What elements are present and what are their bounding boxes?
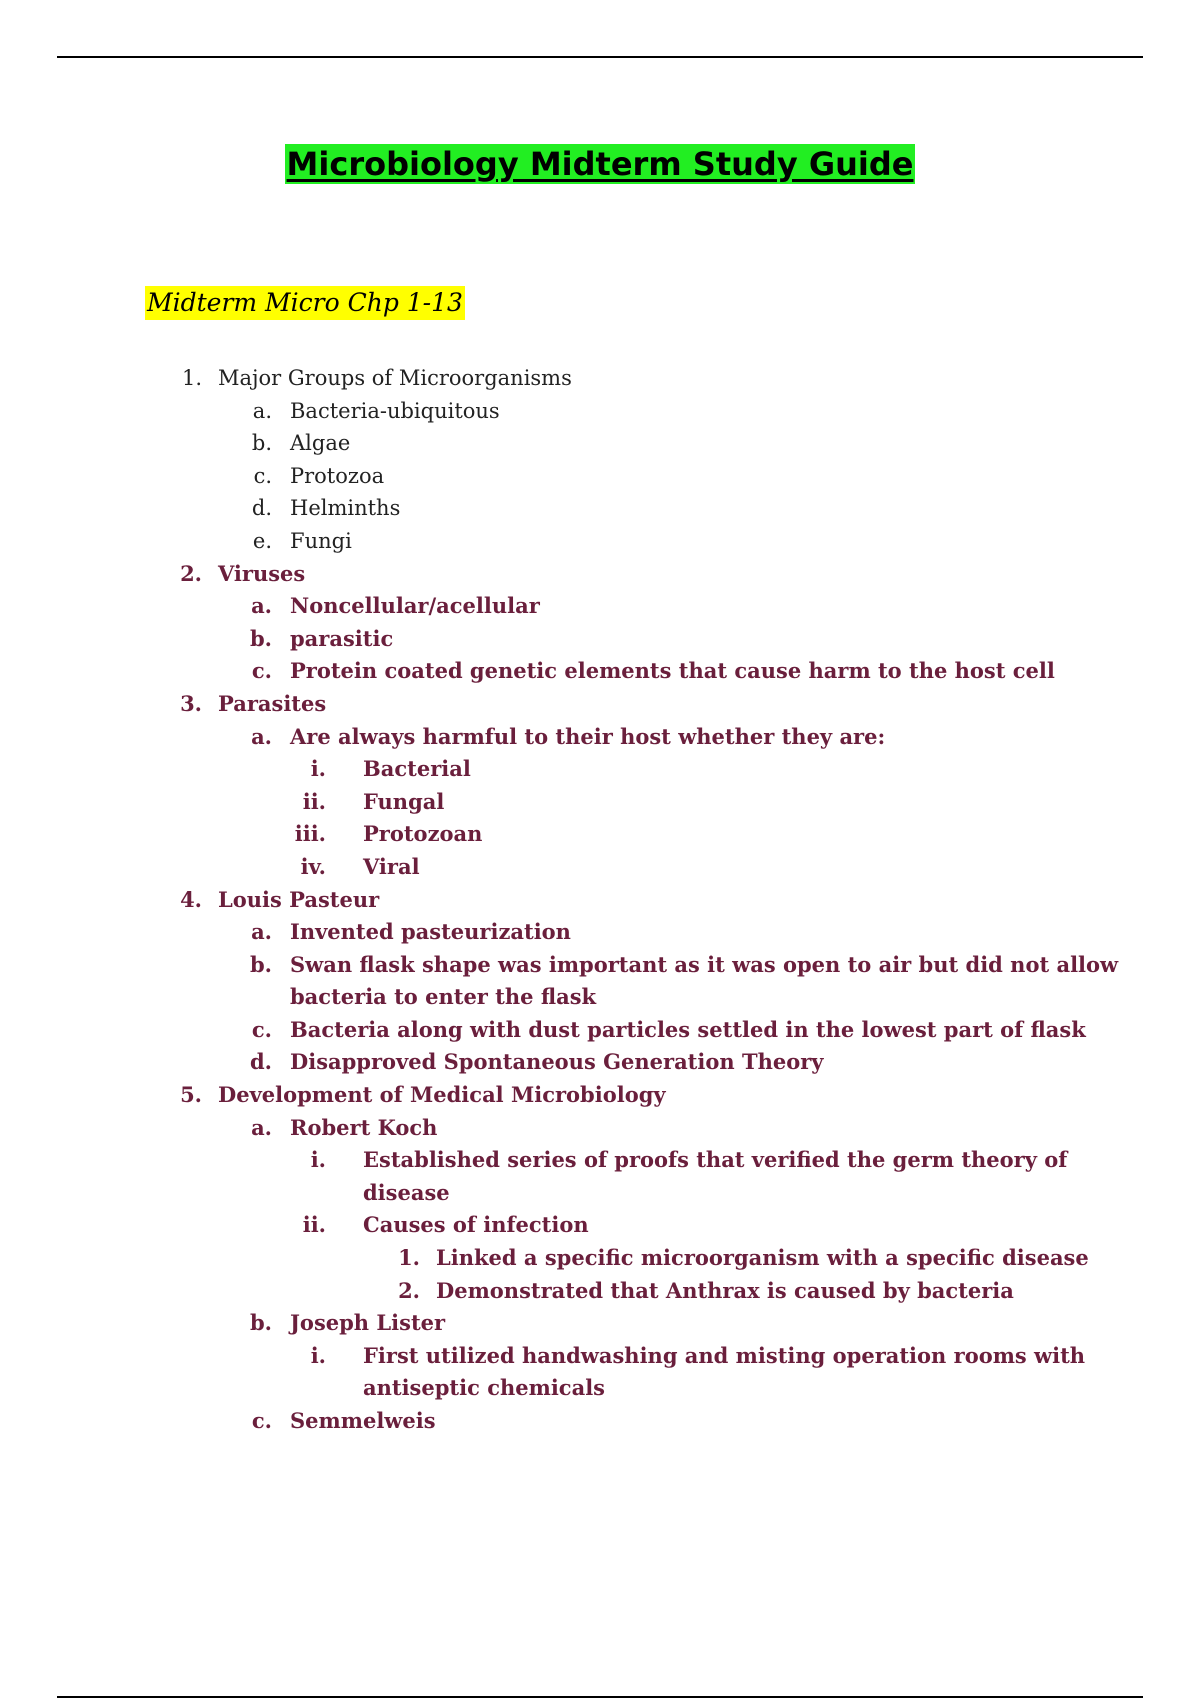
outline-item-number: i. xyxy=(310,756,326,782)
outline-item xyxy=(0,395,1200,428)
outline-item xyxy=(0,1340,1200,1373)
outline-item-text: parasitic xyxy=(290,625,394,651)
outline-item-number: 1. xyxy=(181,366,202,390)
outline-item-text: Major Groups of Microorganisms xyxy=(218,366,572,390)
outline-item-number: 3. xyxy=(180,690,202,716)
outline-item xyxy=(0,1144,1200,1177)
outline-item xyxy=(0,884,1200,917)
outline-item-number: ii. xyxy=(302,1212,326,1238)
outline-item-number: 1. xyxy=(398,1245,420,1271)
outline-item xyxy=(0,1177,1200,1210)
outline-item xyxy=(0,753,1200,786)
outline-item xyxy=(0,623,1200,656)
outline-item-text: bacteria to enter the flask xyxy=(290,984,597,1010)
outline-item-number: a. xyxy=(251,593,272,619)
section-subtitle: Midterm Micro Chp 1-13 xyxy=(145,286,465,320)
outline-item xyxy=(0,1405,1200,1438)
outline-item xyxy=(0,525,1200,558)
outline-item-number: d. xyxy=(250,1049,272,1075)
outline-item-text: Fungal xyxy=(363,788,445,814)
document-title: Microbiology Midterm Study Guide xyxy=(286,145,914,183)
outline-item-text: Robert Koch xyxy=(290,1114,438,1140)
outline-item-text: Helminths xyxy=(290,496,401,521)
outline-item-number: iii. xyxy=(294,821,326,847)
outline-item-number: iv. xyxy=(300,853,326,879)
outline-item-text: Swan flask shape was important as it was open to air but did not allow xyxy=(290,951,1119,977)
outline-item-number: 5. xyxy=(180,1082,202,1108)
outline-item-text: Algae xyxy=(290,431,351,456)
study-outline xyxy=(0,362,1200,1438)
outline-item-text: Protozoa xyxy=(290,463,385,488)
outline-item-text: Causes of infection xyxy=(363,1212,589,1238)
outline-item xyxy=(0,786,1200,819)
outline-item xyxy=(0,558,1200,591)
outline-item xyxy=(0,427,1200,460)
outline-item-number: i. xyxy=(310,1147,326,1173)
outline-item xyxy=(0,1372,1200,1405)
outline-item xyxy=(0,818,1200,851)
outline-item xyxy=(0,1079,1200,1112)
outline-item xyxy=(0,1209,1200,1242)
outline-item xyxy=(0,492,1200,525)
outline-item-text: Joseph Lister xyxy=(290,1310,446,1336)
outline-item xyxy=(0,1307,1200,1340)
outline-item xyxy=(0,460,1200,493)
outline-item-text: Fungi xyxy=(290,528,352,553)
outline-item-number: a. xyxy=(252,398,272,423)
outline-item-text: Bacteria-ubiquitous xyxy=(290,398,500,423)
outline-item-number: i. xyxy=(310,1342,326,1368)
outline-item-text: Louis Pasteur xyxy=(218,886,380,912)
outline-item-number: d. xyxy=(251,496,272,521)
outline-item-text: Bacteria along with dust particles settled in the lowest part of flask xyxy=(290,1016,1086,1042)
outline-item-text: Disapproved Spontaneous Generation Theory xyxy=(290,1049,824,1075)
outline-item-number: a. xyxy=(251,919,272,945)
outline-item-number: b. xyxy=(250,625,272,651)
outline-item xyxy=(0,590,1200,623)
outline-item-text: Are always harmful to their host whether they are: xyxy=(290,723,886,749)
outline-item xyxy=(0,949,1200,982)
outline-item-number: 2. xyxy=(180,560,202,586)
outline-item-text: Noncellular/acellular xyxy=(290,593,540,619)
outline-item xyxy=(0,981,1200,1014)
outline-item-number: b. xyxy=(250,1310,272,1336)
outline-item-number: ii. xyxy=(302,788,326,814)
outline-item-number: c. xyxy=(253,463,272,488)
outline-item xyxy=(0,851,1200,884)
outline-item-text: Protein coated genetic elements that cause harm to the host cell xyxy=(290,658,1055,684)
outline-item-text: disease xyxy=(363,1179,450,1205)
outline-item-number: b. xyxy=(250,951,272,977)
outline-item-number: c. xyxy=(251,1408,272,1433)
outline-item xyxy=(0,362,1200,395)
outline-item-text: Established series of proofs that verified the germ theory of xyxy=(363,1147,1068,1173)
outline-item-number: a. xyxy=(251,723,272,749)
outline-item-text: Parasites xyxy=(218,690,327,716)
outline-item-number: 4. xyxy=(180,886,202,912)
outline-item-text: Semmelweis xyxy=(290,1408,436,1433)
outline-item xyxy=(0,655,1200,688)
outline-item-text: Protozoan xyxy=(363,821,483,847)
outline-item-number: c. xyxy=(251,658,272,684)
outline-item-text: First utilized handwashing and misting operation rooms with xyxy=(363,1342,1086,1368)
outline-item-text: Invented pasteurization xyxy=(290,919,571,945)
outline-item xyxy=(0,1046,1200,1079)
outline-item xyxy=(0,721,1200,754)
outline-item-number: e. xyxy=(252,528,272,553)
outline-item-text: Bacterial xyxy=(363,756,471,782)
outline-item xyxy=(0,1275,1200,1308)
outline-item-number: a. xyxy=(251,1114,272,1140)
outline-item-number: c. xyxy=(251,1016,272,1042)
outline-item xyxy=(0,688,1200,721)
outline-item xyxy=(0,1112,1200,1145)
outline-item-text: antiseptic chemicals xyxy=(363,1375,606,1401)
outline-item-text: Viral xyxy=(363,853,420,879)
outline-item xyxy=(0,1242,1200,1275)
top-rule xyxy=(57,56,1143,58)
outline-item-number: b. xyxy=(251,431,272,456)
title-container xyxy=(0,144,1200,184)
bottom-rule xyxy=(57,1696,1143,1698)
outline-item-text: Linked a specific microorganism with a specific disease xyxy=(436,1245,1089,1271)
outline-item xyxy=(0,1014,1200,1047)
outline-item-text: Development of Medical Microbiology xyxy=(218,1082,666,1108)
outline-item-number: 2. xyxy=(398,1277,420,1303)
outline-item-text: Viruses xyxy=(218,560,306,586)
outline-item-text: Demonstrated that Anthrax is caused by bacteria xyxy=(436,1277,1014,1303)
outline-item xyxy=(0,916,1200,949)
